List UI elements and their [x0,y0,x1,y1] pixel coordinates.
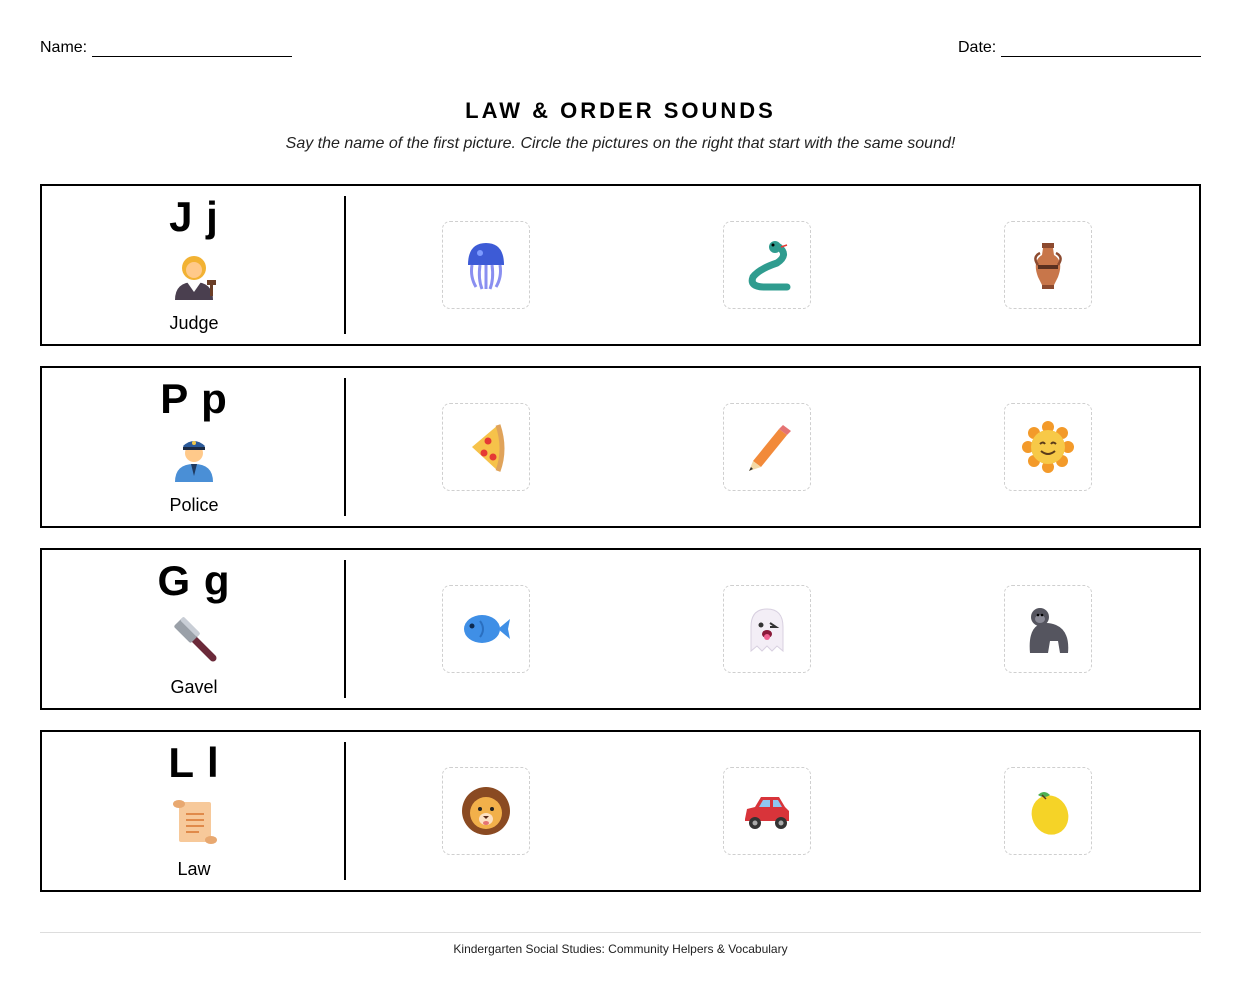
pencil-icon [739,419,795,475]
judge-icon [169,250,219,300]
divider [344,378,346,516]
anchor-label: Law [177,859,211,879]
choice-car[interactable] [723,767,811,855]
ghost-icon [739,601,795,657]
choice-gorilla[interactable] [1004,585,1092,673]
choice-lion[interactable] [442,767,530,855]
anchor-label: Gavel [170,677,218,697]
amphora-icon [1020,237,1076,293]
date-line[interactable] [1001,42,1201,57]
anchor-panel [42,732,346,890]
anchor-panel [42,186,346,344]
footer-divider [40,932,1201,933]
gavel-icon [169,614,219,664]
choice-lemon[interactable] [1004,767,1092,855]
snake-icon [739,237,795,293]
name-line[interactable] [92,42,292,57]
choice-snake[interactable] [723,221,811,309]
sound-row-l [40,730,1201,892]
lemon-icon [1020,783,1076,839]
divider [344,742,346,880]
divider [344,196,346,334]
anchor-panel [42,550,346,708]
footer-text: Kindergarten Social Studies: Community Helpers & Vocabulary [453,942,788,956]
name-field[interactable] [40,39,292,57]
choice-pencil[interactable] [723,403,811,491]
choice-amphora[interactable] [1004,221,1092,309]
page-title: LAW & ORDER SOUNDS [465,98,776,123]
pizza-icon [458,419,514,475]
letter-pair: L l [168,739,220,786]
letter-pair: J j [169,193,219,240]
fish-icon [458,601,514,657]
divider [344,560,346,698]
sound-row-g [40,548,1201,710]
anchor-label: Judge [169,313,219,333]
instructions: Say the name of the first picture. Circle the pictures on the right that start with the same sound! [285,135,956,152]
sound-row-p [40,366,1201,528]
letter-pair: G g [157,557,231,604]
anchor-panel [42,368,346,526]
scroll-icon [169,796,219,846]
lion-icon [458,783,514,839]
sun-face-icon [1020,419,1076,475]
choice-fish[interactable] [442,585,530,673]
gorilla-icon [1020,601,1076,657]
choice-ghost[interactable] [723,585,811,673]
car-icon [739,783,795,839]
name-label: Name: [40,39,88,56]
date-label: Date: [958,39,997,56]
police-officer-icon [169,432,219,482]
anchor-label: Police [169,495,219,515]
choice-pizza[interactable] [442,403,530,491]
choice-sun-face[interactable] [1004,403,1092,491]
jellyfish-icon [458,237,514,293]
letter-pair: P p [160,375,228,422]
date-field[interactable] [958,39,1201,57]
choice-jellyfish[interactable] [442,221,530,309]
sound-row-j [40,184,1201,346]
